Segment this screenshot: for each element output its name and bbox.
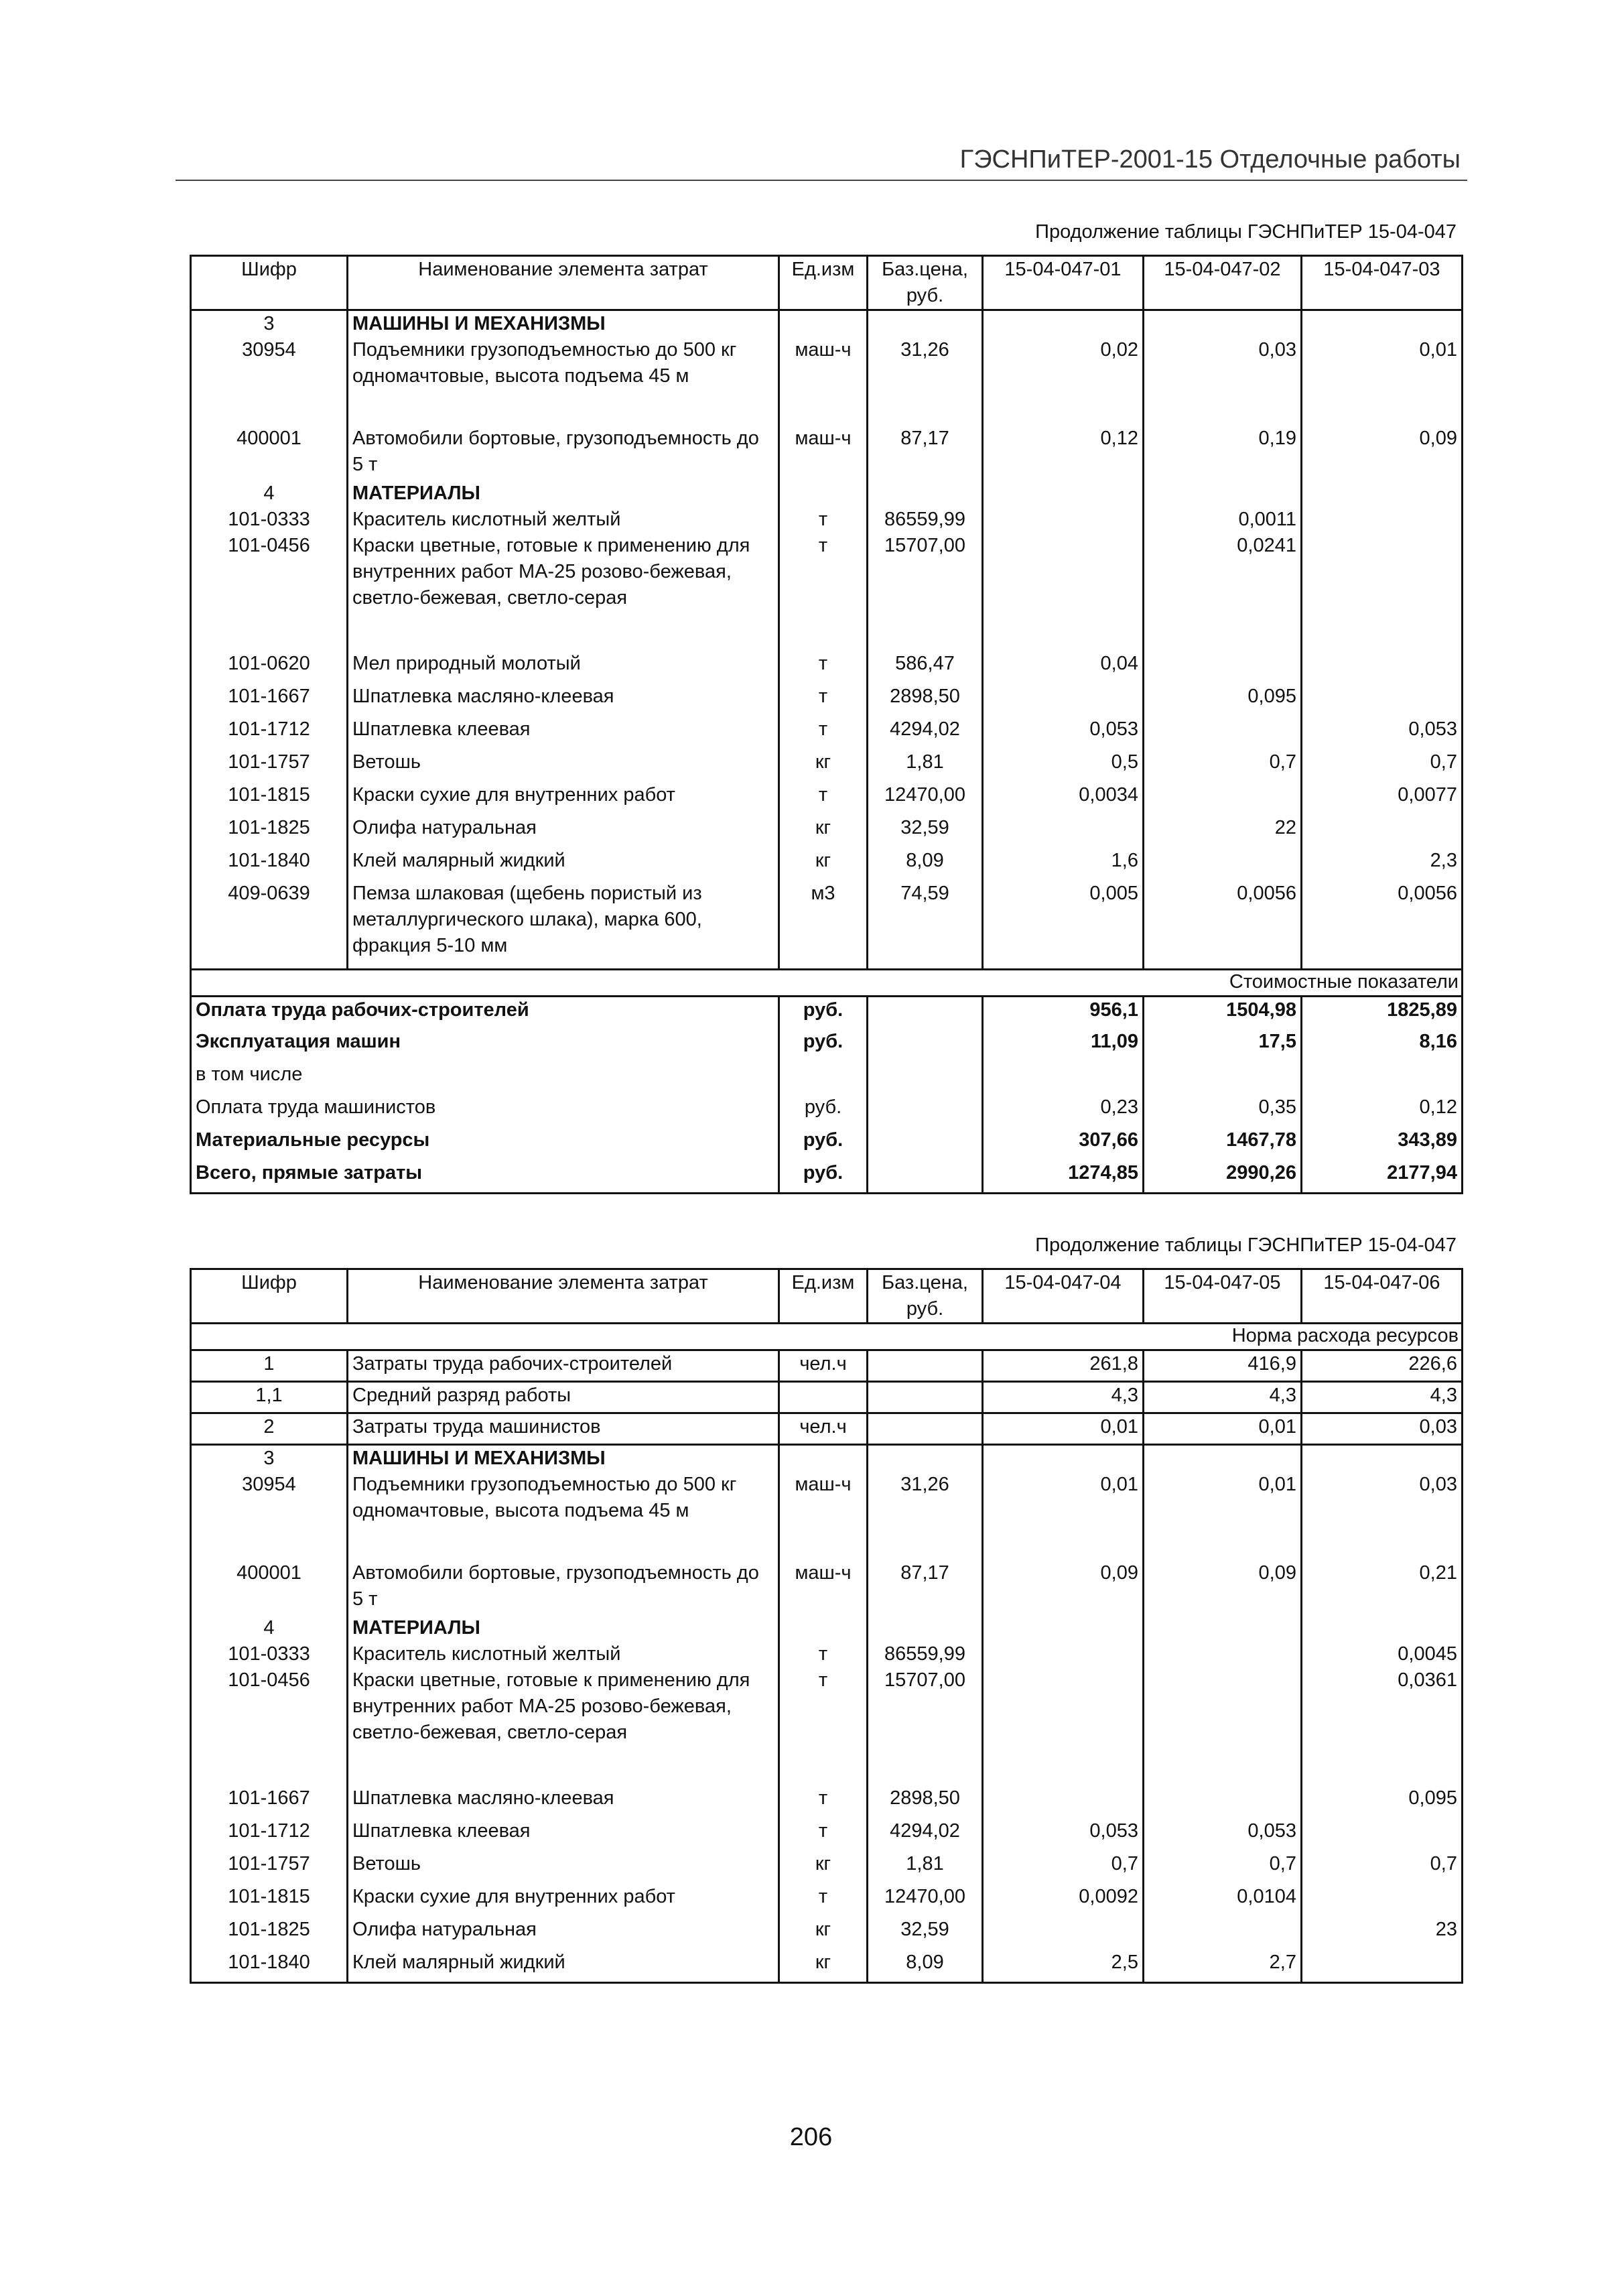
- row-name: Автомобили бортовые, грузоподъемность до 5 т: [348, 1560, 779, 1615]
- row-value-2: 0,7: [1144, 749, 1302, 782]
- row-price: 2898,50: [868, 684, 983, 716]
- row-value-2: [1144, 848, 1302, 881]
- row-value-2: 0,0104: [1144, 1884, 1302, 1917]
- row-value-3: [1302, 815, 1463, 848]
- table-row: [191, 1472, 1463, 1560]
- row-name: Подъемники грузоподъемностью до 500 кг одномачтовые, высота подъема 45 м: [348, 337, 779, 426]
- row-value-2: [1144, 1641, 1302, 1667]
- row-name: Олифа натуральная: [348, 1917, 779, 1950]
- section-row: [191, 481, 1463, 507]
- cost-name: Эксплуатация машин: [191, 1029, 779, 1062]
- row-value-3: 0,09: [1302, 426, 1463, 481]
- row-code: 400001: [191, 426, 348, 481]
- row-unit: кг: [779, 1851, 868, 1884]
- row-price: 86559,99: [868, 507, 983, 533]
- row-code: 101-1667: [191, 1785, 348, 1818]
- row-value-3: 2,3: [1302, 848, 1463, 881]
- table-row: [191, 782, 1463, 815]
- row-unit: т: [779, 684, 868, 716]
- row-value-3: 0,0077: [1302, 782, 1463, 815]
- row-price: 2898,50: [868, 1785, 983, 1818]
- row-name: Шпатлевка масляно-клеевая: [348, 684, 779, 716]
- row-value-1: [983, 533, 1144, 651]
- row-value-1: [983, 815, 1144, 848]
- cost-value-2: 0,35: [1144, 1094, 1302, 1127]
- row-name: Автомобили бортовые, грузоподъемность до 5 т: [348, 426, 779, 481]
- table1-continuation-caption: Продолжение таблицы ГЭСНПиТЕР 15-04-047: [1035, 221, 1457, 243]
- row-unit: т: [779, 1641, 868, 1667]
- row-name: Ветошь: [348, 749, 779, 782]
- row-value-1: 0,02: [983, 337, 1144, 426]
- col-header-code: Шифр: [191, 1269, 348, 1324]
- row-unit: т: [779, 782, 868, 815]
- row-value-3: [1302, 507, 1463, 533]
- col-header-name: Наименование элемента затрат: [348, 1269, 779, 1324]
- row-value-1: 0,0034: [983, 782, 1144, 815]
- cost-value-2: 2990,26: [1144, 1160, 1302, 1193]
- table1: [190, 255, 1463, 1194]
- row-value-3: [1302, 651, 1463, 684]
- row-code: 101-0333: [191, 1641, 348, 1667]
- cost-value-2: 17,5: [1144, 1029, 1302, 1062]
- row-code: 400001: [191, 1560, 348, 1615]
- row-unit: кг: [779, 749, 868, 782]
- table-row: [191, 684, 1463, 716]
- row-name: Шпатлевка клеевая: [348, 1818, 779, 1851]
- row-value-3: 23: [1302, 1917, 1463, 1950]
- row-value-3: 0,053: [1302, 716, 1463, 749]
- cost-header: Стоимостные показатели: [191, 969, 1463, 996]
- cost-unit: руб.: [779, 1160, 868, 1193]
- row-value-2: 0,03: [1144, 337, 1302, 426]
- table-row: [191, 337, 1463, 426]
- row-code: 101-1815: [191, 782, 348, 815]
- row-value-1: 1,6: [983, 848, 1144, 881]
- cost-value-1: 956,1: [983, 996, 1144, 1029]
- row-value-3: 0,0361: [1302, 1667, 1463, 1785]
- row-value-2: 0,0241: [1144, 533, 1302, 651]
- row-price: 74,59: [868, 881, 983, 969]
- col-header-v3: 15-04-047-06: [1302, 1269, 1463, 1324]
- row-value-1: [983, 1667, 1144, 1785]
- row-unit: т: [779, 1884, 868, 1917]
- cost-unit: руб.: [779, 996, 868, 1029]
- row-value-2: [1144, 716, 1302, 749]
- table-row: [191, 1851, 1463, 1884]
- row-name: Подъемники грузоподъемностью до 500 кг одномачтовые, высота подъема 45 м: [348, 1472, 779, 1560]
- section-row: [191, 310, 1463, 338]
- cost-value-2: 1467,78: [1144, 1127, 1302, 1160]
- section-name: МАТЕРИАЛЫ: [348, 481, 779, 507]
- table-row: [191, 749, 1463, 782]
- row-value-3: 0,03: [1302, 1472, 1463, 1560]
- row-price: [868, 1350, 983, 1382]
- cost-name: Оплата труда рабочих-строителей: [191, 996, 779, 1029]
- row-code: 101-0456: [191, 533, 348, 651]
- row-value-3: [1302, 533, 1463, 651]
- row-value-3: [1302, 1884, 1463, 1917]
- row-value-1: [983, 1917, 1144, 1950]
- row-code: 101-1667: [191, 684, 348, 716]
- col-header-v1: 15-04-047-01: [983, 256, 1144, 310]
- row-code: 101-1757: [191, 749, 348, 782]
- section-code: 3: [191, 1445, 348, 1472]
- row-value-2: [1144, 1667, 1302, 1785]
- row-value-1: 0,5: [983, 749, 1144, 782]
- row-value-3: 0,0045: [1302, 1641, 1463, 1667]
- row-unit: маш-ч: [779, 426, 868, 481]
- row-code: 101-0456: [191, 1667, 348, 1785]
- table2-continuation-caption: Продолжение таблицы ГЭСНПиТЕР 15-04-047: [1035, 1234, 1457, 1256]
- row-value-2: 0,0056: [1144, 881, 1302, 969]
- cost-unit: руб.: [779, 1127, 868, 1160]
- section-code: 3: [191, 310, 348, 338]
- row-name: Краски сухие для внутренних работ: [348, 1884, 779, 1917]
- row-price: 4294,02: [868, 1818, 983, 1851]
- row-value-3: [1302, 1818, 1463, 1851]
- row-value-1: [983, 684, 1144, 716]
- row-value-3: 0,095: [1302, 1785, 1463, 1818]
- cost-value-1: 1274,85: [983, 1160, 1144, 1193]
- row-value-1: [983, 507, 1144, 533]
- row-code: 30954: [191, 337, 348, 426]
- section-name: МАТЕРИАЛЫ: [348, 1615, 779, 1641]
- row-code: 101-1825: [191, 1917, 348, 1950]
- row-unit: маш-ч: [779, 1472, 868, 1560]
- cost-row: [191, 1094, 1463, 1127]
- table-row: [191, 1667, 1463, 1785]
- row-code: 101-0333: [191, 507, 348, 533]
- row-price: 1,81: [868, 749, 983, 782]
- row-code: 1,1: [191, 1382, 348, 1413]
- row-value-2: [1144, 1785, 1302, 1818]
- row-code: 101-1815: [191, 1884, 348, 1917]
- row-code: 409-0639: [191, 881, 348, 969]
- cost-value-1: 11,09: [983, 1029, 1144, 1062]
- row-unit: т: [779, 716, 868, 749]
- row-code: 30954: [191, 1472, 348, 1560]
- cost-row: [191, 1062, 1463, 1094]
- cost-value-1: 0,23: [983, 1094, 1144, 1127]
- row-value-2: 416,9: [1144, 1350, 1302, 1382]
- running-header: [176, 138, 1467, 181]
- row-code: 101-1712: [191, 716, 348, 749]
- row-unit: т: [779, 1667, 868, 1785]
- row-value-3: 0,21: [1302, 1560, 1463, 1615]
- row-value-2: 0,09: [1144, 1560, 1302, 1615]
- row-unit: маш-ч: [779, 337, 868, 426]
- row-value-1: 4,3: [983, 1382, 1144, 1413]
- norm-header: Норма расхода ресурсов: [191, 1324, 1463, 1350]
- row-code: 101-0620: [191, 651, 348, 684]
- row-name: Шпатлевка масляно-клеевая: [348, 1785, 779, 1818]
- col-header-unit: Ед.изм: [779, 256, 868, 310]
- row-unit: чел.ч: [779, 1413, 868, 1445]
- row-value-3: 0,01: [1302, 337, 1463, 426]
- section-row: [191, 1445, 1463, 1472]
- table-row: [191, 651, 1463, 684]
- cost-value-3: [1302, 1062, 1463, 1094]
- row-value-1: 0,09: [983, 1560, 1144, 1615]
- section-code: 4: [191, 481, 348, 507]
- row-value-3: 0,0056: [1302, 881, 1463, 969]
- col-header-price: Баз.цена, руб.: [868, 256, 983, 310]
- cost-value-2: 1504,98: [1144, 996, 1302, 1029]
- row-price: 12470,00: [868, 1884, 983, 1917]
- row-value-1: [983, 1641, 1144, 1667]
- cost-name: Оплата труда машинистов: [191, 1094, 779, 1127]
- row-value-3: 0,7: [1302, 1851, 1463, 1884]
- cost-value-2: [1144, 1062, 1302, 1094]
- cost-unit: руб.: [779, 1029, 868, 1062]
- section-code: 4: [191, 1615, 348, 1641]
- row-name: Олифа натуральная: [348, 815, 779, 848]
- cost-value-3: 8,16: [1302, 1029, 1463, 1062]
- table2: [190, 1268, 1463, 1984]
- row-name: Мел природный молотый: [348, 651, 779, 684]
- cost-value-1: 307,66: [983, 1127, 1144, 1160]
- row-price: 87,17: [868, 426, 983, 481]
- row-name: Краситель кислотный желтый: [348, 1641, 779, 1667]
- row-value-2: 0,0011: [1144, 507, 1302, 533]
- cost-value-1: [983, 1062, 1144, 1094]
- col-header-v1: 15-04-047-04: [983, 1269, 1144, 1324]
- row-price: 1,81: [868, 1851, 983, 1884]
- cost-value-3: 343,89: [1302, 1127, 1463, 1160]
- row-name: Затраты труда машинистов: [348, 1413, 779, 1445]
- row-name: Краски цветные, готовые к применению для внутренних работ МА-25 розово-бежевая, светло-бежевая, светло-серая: [348, 1667, 779, 1785]
- row-value-1: 0,7: [983, 1851, 1144, 1884]
- row-value-3: 0,03: [1302, 1413, 1463, 1445]
- col-header-v3: 15-04-047-03: [1302, 256, 1463, 310]
- row-value-2: 0,053: [1144, 1818, 1302, 1851]
- cost-name: в том числе: [191, 1062, 779, 1094]
- col-header-v2: 15-04-047-02: [1144, 256, 1302, 310]
- row-value-1: 0,053: [983, 1818, 1144, 1851]
- row-price: 15707,00: [868, 1667, 983, 1785]
- row-price: 32,59: [868, 815, 983, 848]
- row-value-3: [1302, 1950, 1463, 1982]
- row-price: [868, 1382, 983, 1413]
- cost-value-3: 0,12: [1302, 1094, 1463, 1127]
- row-value-2: [1144, 782, 1302, 815]
- row-value-1: 0,01: [983, 1413, 1144, 1445]
- col-header-unit: Ед.изм: [779, 1269, 868, 1324]
- row-price: 31,26: [868, 1472, 983, 1560]
- cost-row: [191, 1160, 1463, 1193]
- row-code: 101-1825: [191, 815, 348, 848]
- row-value-2: 0,095: [1144, 684, 1302, 716]
- table-row: [191, 1413, 1463, 1445]
- table-row: [191, 716, 1463, 749]
- row-value-3: 4,3: [1302, 1382, 1463, 1413]
- cost-row: [191, 1029, 1463, 1062]
- table-row: [191, 1350, 1463, 1382]
- row-value-2: 0,01: [1144, 1472, 1302, 1560]
- table-row: [191, 507, 1463, 533]
- table-row: [191, 533, 1463, 651]
- col-header-price: Баз.цена, руб.: [868, 1269, 983, 1324]
- row-name: Краски цветные, готовые к применению для внутренних работ МА-25 розово-бежевая, светло-бежевая, светло-серая: [348, 533, 779, 651]
- section-name: МАШИНЫ И МЕХАНИЗМЫ: [348, 310, 779, 338]
- page-number: 206: [789, 2123, 833, 2151]
- row-code: 2: [191, 1413, 348, 1445]
- table1-header-row: [191, 256, 1463, 310]
- row-unit: кг: [779, 1917, 868, 1950]
- row-value-1: 2,5: [983, 1950, 1144, 1982]
- row-value-1: 0,053: [983, 716, 1144, 749]
- cost-unit: руб.: [779, 1094, 868, 1127]
- norm-header-row: [191, 1324, 1463, 1350]
- table-row: [191, 426, 1463, 481]
- row-price: 15707,00: [868, 533, 983, 651]
- running-header-title: ГЭСНПиТЕР-2001-15 Отделочные работы: [959, 145, 1461, 174]
- table-row: [191, 1641, 1463, 1667]
- table-row: [191, 1382, 1463, 1413]
- cost-header-row: [191, 969, 1463, 996]
- row-price: 586,47: [868, 651, 983, 684]
- row-name: Шпатлевка клеевая: [348, 716, 779, 749]
- row-value-1: 0,04: [983, 651, 1144, 684]
- col-header-name: Наименование элемента затрат: [348, 256, 779, 310]
- section-row: [191, 1615, 1463, 1641]
- row-code: 101-1712: [191, 1818, 348, 1851]
- table-row: [191, 1560, 1463, 1615]
- row-name: Краситель кислотный желтый: [348, 507, 779, 533]
- row-price: 32,59: [868, 1917, 983, 1950]
- row-unit: маш-ч: [779, 1560, 868, 1615]
- row-name: Клей малярный жидкий: [348, 1950, 779, 1982]
- row-price: 12470,00: [868, 782, 983, 815]
- cost-name: Всего, прямые затраты: [191, 1160, 779, 1193]
- cost-value-3: 2177,94: [1302, 1160, 1463, 1193]
- row-unit: кг: [779, 1950, 868, 1982]
- row-value-1: 0,005: [983, 881, 1144, 969]
- cost-unit: [779, 1062, 868, 1094]
- row-unit: чел.ч: [779, 1350, 868, 1382]
- row-price: [868, 1413, 983, 1445]
- row-value-1: [983, 1785, 1144, 1818]
- row-price: 87,17: [868, 1560, 983, 1615]
- row-name: Пемза шлаковая (щебень пористый из металлургического шлака), марка 600, фракция 5-10 мм: [348, 881, 779, 969]
- row-unit: [779, 1382, 868, 1413]
- row-name: Ветошь: [348, 1851, 779, 1884]
- row-value-2: 22: [1144, 815, 1302, 848]
- row-unit: м3: [779, 881, 868, 969]
- cost-row: [191, 996, 1463, 1029]
- row-unit: кг: [779, 848, 868, 881]
- row-price: 8,09: [868, 848, 983, 881]
- row-value-3: 226,6: [1302, 1350, 1463, 1382]
- row-unit: т: [779, 1785, 868, 1818]
- row-unit: кг: [779, 815, 868, 848]
- row-value-1: 0,01: [983, 1472, 1144, 1560]
- table-row: [191, 1818, 1463, 1851]
- row-unit: т: [779, 651, 868, 684]
- table-row: [191, 815, 1463, 848]
- row-unit: т: [779, 1818, 868, 1851]
- section-name: МАШИНЫ И МЕХАНИЗМЫ: [348, 1445, 779, 1472]
- row-name: Клей малярный жидкий: [348, 848, 779, 881]
- row-code: 1: [191, 1350, 348, 1382]
- row-code: 101-1840: [191, 1950, 348, 1982]
- table-row: [191, 1917, 1463, 1950]
- row-name: Средний разряд работы: [348, 1382, 779, 1413]
- table-row: [191, 1884, 1463, 1917]
- cost-name: Материальные ресурсы: [191, 1127, 779, 1160]
- row-value-2: [1144, 1917, 1302, 1950]
- row-value-3: [1302, 684, 1463, 716]
- col-header-v2: 15-04-047-05: [1144, 1269, 1302, 1324]
- col-header-code: Шифр: [191, 256, 348, 310]
- row-value-1: 0,12: [983, 426, 1144, 481]
- row-price: 4294,02: [868, 716, 983, 749]
- row-code: 101-1757: [191, 1851, 348, 1884]
- row-unit: т: [779, 533, 868, 651]
- cost-row: [191, 1127, 1463, 1160]
- row-price: 86559,99: [868, 1641, 983, 1667]
- row-code: 101-1840: [191, 848, 348, 881]
- table-row: [191, 881, 1463, 969]
- row-value-2: [1144, 651, 1302, 684]
- row-value-2: 2,7: [1144, 1950, 1302, 1982]
- row-value-2: 0,01: [1144, 1413, 1302, 1445]
- row-value-2: 0,7: [1144, 1851, 1302, 1884]
- cost-value-3: 1825,89: [1302, 996, 1463, 1029]
- row-name: Краски сухие для внутренних работ: [348, 782, 779, 815]
- table2-header-row: [191, 1269, 1463, 1324]
- row-unit: т: [779, 507, 868, 533]
- row-price: 8,09: [868, 1950, 983, 1982]
- table-row: [191, 1785, 1463, 1818]
- row-value-2: 4,3: [1144, 1382, 1302, 1413]
- row-value-1: 261,8: [983, 1350, 1144, 1382]
- row-price: 31,26: [868, 337, 983, 426]
- row-value-3: 0,7: [1302, 749, 1463, 782]
- table-row: [191, 1950, 1463, 1982]
- table-row: [191, 848, 1463, 881]
- row-value-1: 0,0092: [983, 1884, 1144, 1917]
- row-value-2: 0,19: [1144, 426, 1302, 481]
- row-name: Затраты труда рабочих-строителей: [348, 1350, 779, 1382]
